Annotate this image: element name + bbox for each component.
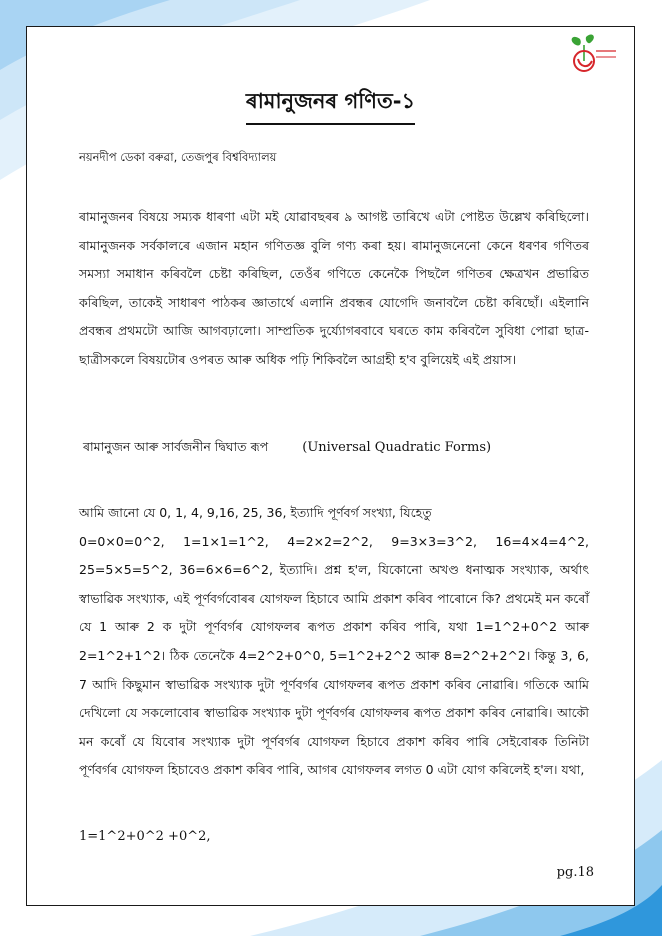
publication-logo (566, 31, 620, 77)
section-heading-bengali: ৰামানুজন আৰু সাৰ্বজনীন দ্বিঘাত ৰূপ (83, 439, 269, 454)
section-heading (83, 439, 603, 459)
section-heading-english: (Universal Quadratic Forms) (302, 440, 492, 455)
article-title-text: ৰামানুজনৰ গণিত-১ (246, 85, 415, 125)
formula-line: 1=1^2+0^2 +0^2, (79, 829, 211, 844)
author-line: নয়নদীপ ডেকা বৰুৱা, তেজপুৰ বিশ্ববিদ্যালয় (79, 150, 277, 164)
page-frame (26, 26, 635, 906)
intro-paragraph: ৰামানুজনৰ বিষয়ে সম্যক ধাৰণা এটা মই যোৱাবছৰৰ ৯ আগষ্ট তাৰিখে এটা পোষ্টত উল্লেখ কৰিছিলো। ৰামানুজনক সৰ্বকালৰে এজান মহান গণিতজ্ঞ বুলি গণ্য কৰা হয়। ৰামানুজনেনো কেনে ধৰণৰ গণিতৰ সমস্যা সমাধান কৰিবলৈ চেষ্টা কৰিছিল, তেওঁৰ গণিতে কেনেকৈ পিছলৈ গণিতৰ ক্ষেত্ৰখন প্ৰভাৱিত কৰিছিল, তাকেই সাধাৰণ পাঠকৰ জ্ঞাতাৰ্থে এলানি প্ৰবন্ধৰ যোগেদি জনাবলৈ চেষ্টা কৰিছোঁ। এইলানি প্ৰবন্ধৰ প্ৰথমটো আজি আগবঢ়ালো। সাম্প্ৰতিক দুৰ্য্যোগৰবাবে ঘৰতে কাম কৰিবলৈ সুবিধা পোৱা ছাত্ৰ-ছাত্ৰীসকলে বিষয়টোৰ ওপৰত আৰু অধিক পঢ়ি শিকিবলৈ আগ্ৰহী হ'ব বুলিয়েই এই প্ৰয়াস। (79, 209, 589, 367)
body-text (79, 499, 589, 785)
page-number: pg.18 (556, 865, 594, 880)
body-paragraph-2: 0=0×0=0^2, 1=1×1=1^2, 4=2×2=2^2, 9=3×3=3^2, 16=4×4=4^2, 25=5×5=5^2, 36=6×6=6^2, ইত্যাদি। প্ৰশ্ন হ'ল, যিকোনো অখণ্ড ধনাত্মক সংখ্যাক, অৰ্থাৎ স্বাভাৱিক সংখ্যাক, এই পূৰ্ণবৰ্গবোৰৰ যোগফল হিচাবে আমি প্ৰকাশ কৰিব পাৰোনে কি? প্ৰথমেই মন কৰোঁ যে 1 আৰু 2 ক দুটা পূৰ্ণবৰ্গৰ যোগফলৰ ৰূপত প্ৰকাশ কৰিব পাৰি, যথা 1=1^2+0^2 আৰু 2=1^2+1^2। ঠিক তেনেকৈ 4=2^2+0^0, 5=1^2+2^2 আৰু 8=2^2+2^2। কিন্তু 3, 6, 7 আদি কিছুমান স্বাভাৱিক সংখ্যাক দুটা পূৰ্ণবৰ্গৰ যোগফলৰ ৰূপত প্ৰকাশ কৰিব নোৱাৰি। গতিকে আমি দেখিলো যে সকলোবোৰ স্বাভাৱিক সংখ্যাক দুটা পূৰ্ণবৰ্গৰ যোগফলৰ ৰূপত প্ৰকাশ কৰিব নোৱাৰি। আকৌ মন কৰোঁ যে যিবোৰ সংখ্যাক দুটা পূৰ্ণবৰ্গৰ যোগফল হিচাবে প্ৰকাশ কৰিব পাৰি সেইবোৰক তিনিটা পূৰ্ণবৰ্গৰ যোগফল হিচাবেও প্ৰকাশ কৰিব পাৰি, আগৰ যোগফলৰ লগত 0 এটা যোগ কৰিলেই হ'ল। যথা, (79, 533, 589, 778)
article-title (27, 85, 634, 125)
leaf-logo-icon (566, 31, 620, 77)
body-paragraph-1: আমি জানো যে 0, 1, 4, 9,16, 25, 36, ইত্যাদি পূৰ্ণবৰ্গ সংখ্যা, যিহেতু (79, 505, 432, 520)
